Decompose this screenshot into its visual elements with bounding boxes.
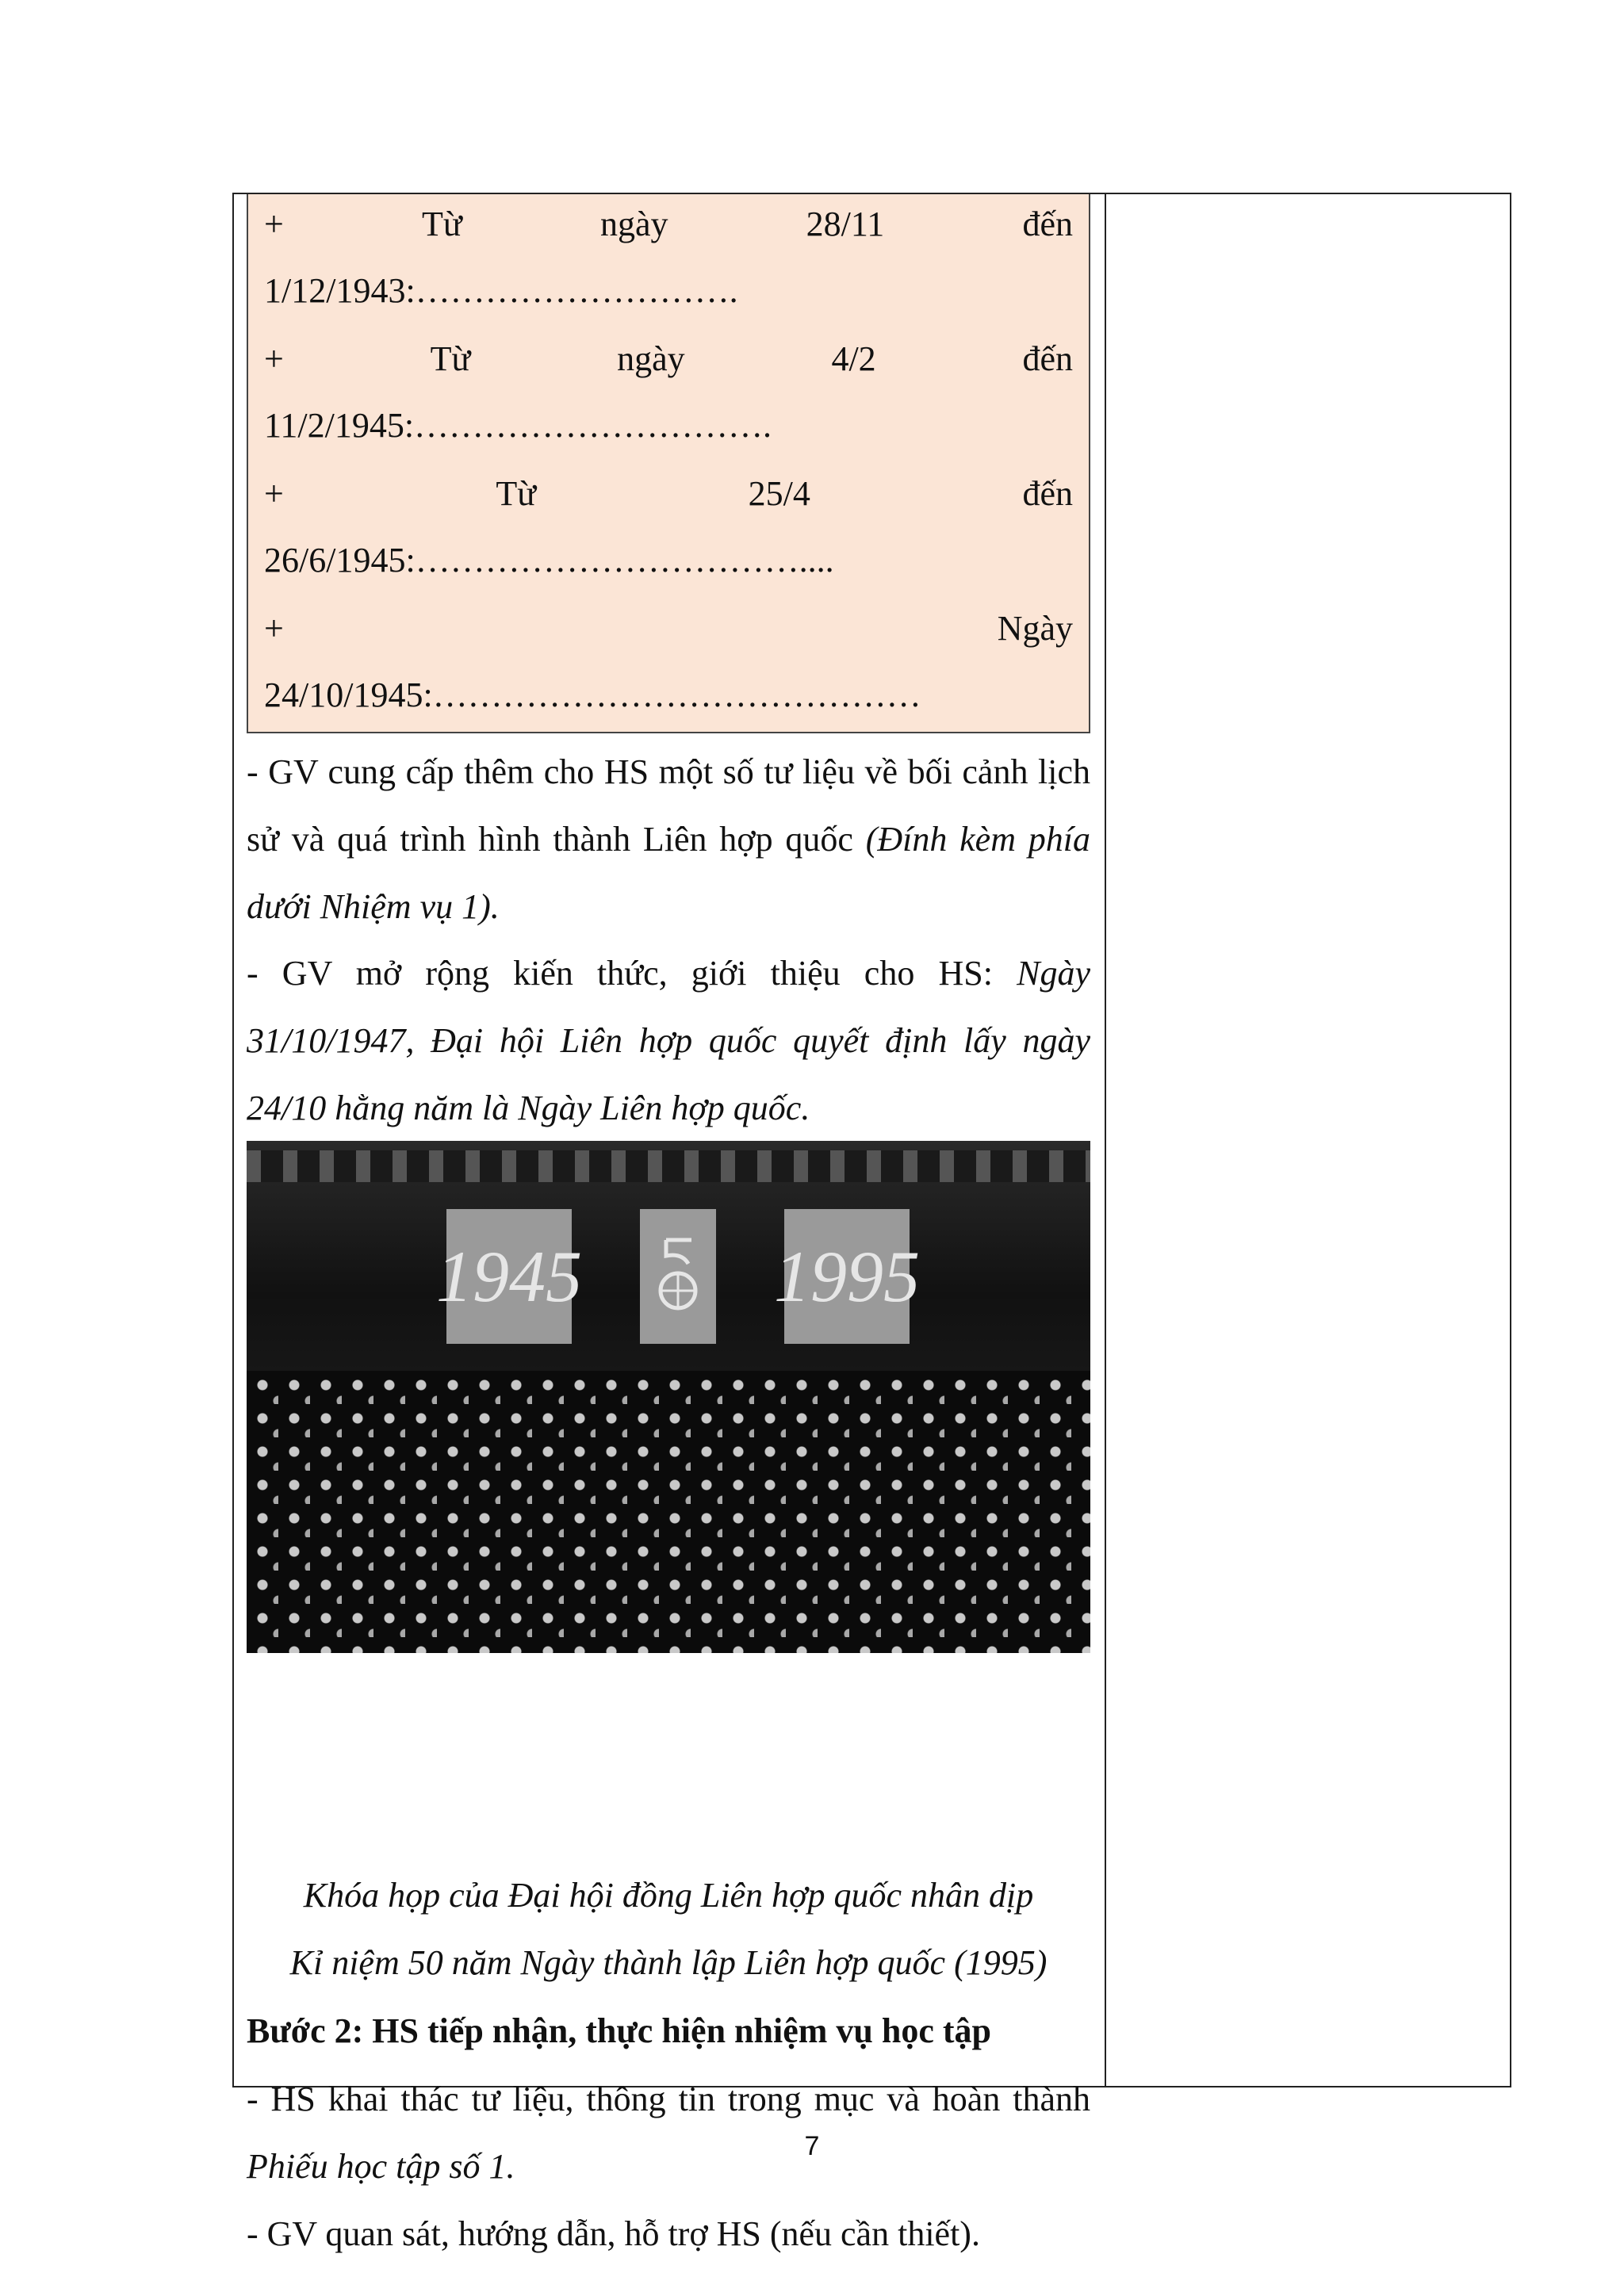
fill-line-5: + Từ 25/4 đến xyxy=(264,474,1073,513)
step-2-item-1: - HS khai thác tư liệu, thông tin trong mục và hoàn thành Phiếu học tập số 1. xyxy=(247,2080,1090,2186)
step-2-item-2: - GV quan sát, hướng dẫn, hỗ trợ HS (nếu cần thiết). xyxy=(247,2214,980,2253)
delegates-crowd xyxy=(247,1371,1090,1653)
un-emblem-icon xyxy=(650,1229,706,1324)
fill-line-4: 11/2/1945:…………………………. xyxy=(264,406,772,445)
fill-line-8: 24/10/1945:…………………………………… xyxy=(264,675,921,714)
photo-caption-line-2: Kỉ niệm 50 năm Ngày thành lập Liên hợp quốc (1995) xyxy=(289,1943,1048,1982)
photo-caption-line-1: Khóa họp của Đại hội đồng Liên hợp quốc nhân dịp xyxy=(303,1876,1034,1915)
ceiling-lights xyxy=(247,1150,1090,1182)
step-2-heading: Bước 2: HS tiếp nhận, thực hiện nhiệm vụ học tập xyxy=(247,2011,991,2050)
un-assembly-photo xyxy=(247,1141,1090,1653)
banner-1945: 1945 xyxy=(446,1209,572,1344)
un-50-emblem xyxy=(640,1209,716,1344)
fill-line-1: + Từ ngày 28/11 đến xyxy=(264,205,1073,243)
fill-line-2: 1/12/1943:………………………. xyxy=(264,271,738,310)
activity-cell xyxy=(247,194,1090,2253)
evaluation-cell xyxy=(1106,194,1510,2086)
lesson-table xyxy=(232,193,1511,2253)
fill-line-3: + Từ ngày 4/2 đến xyxy=(264,339,1073,378)
paragraph-un-day: - GV mở rộng kiến thức, giới thiệu cho HS: Ngày 31/10/1947, Đại hội Liên hợp quốc quyết định lấy ngày 24/10 hằng năm là Ngày Liên hợp quốc. xyxy=(247,954,1090,1127)
page-number: 7 xyxy=(804,2131,820,2161)
fill-line-6: 26/6/1945:…………………………….... xyxy=(264,541,834,580)
fill-in-box xyxy=(247,194,1090,733)
paragraph-context: - GV cung cấp thêm cho HS một số tư liệu về bối cảnh lịch sử và quá trình hình thành Liên hợp quốc (Đính kèm phía dưới Nhiệm vụ 1). xyxy=(247,752,1090,926)
fill-line-7: + Ngày xyxy=(264,609,1073,648)
banner-1995: 1995 xyxy=(784,1209,910,1344)
